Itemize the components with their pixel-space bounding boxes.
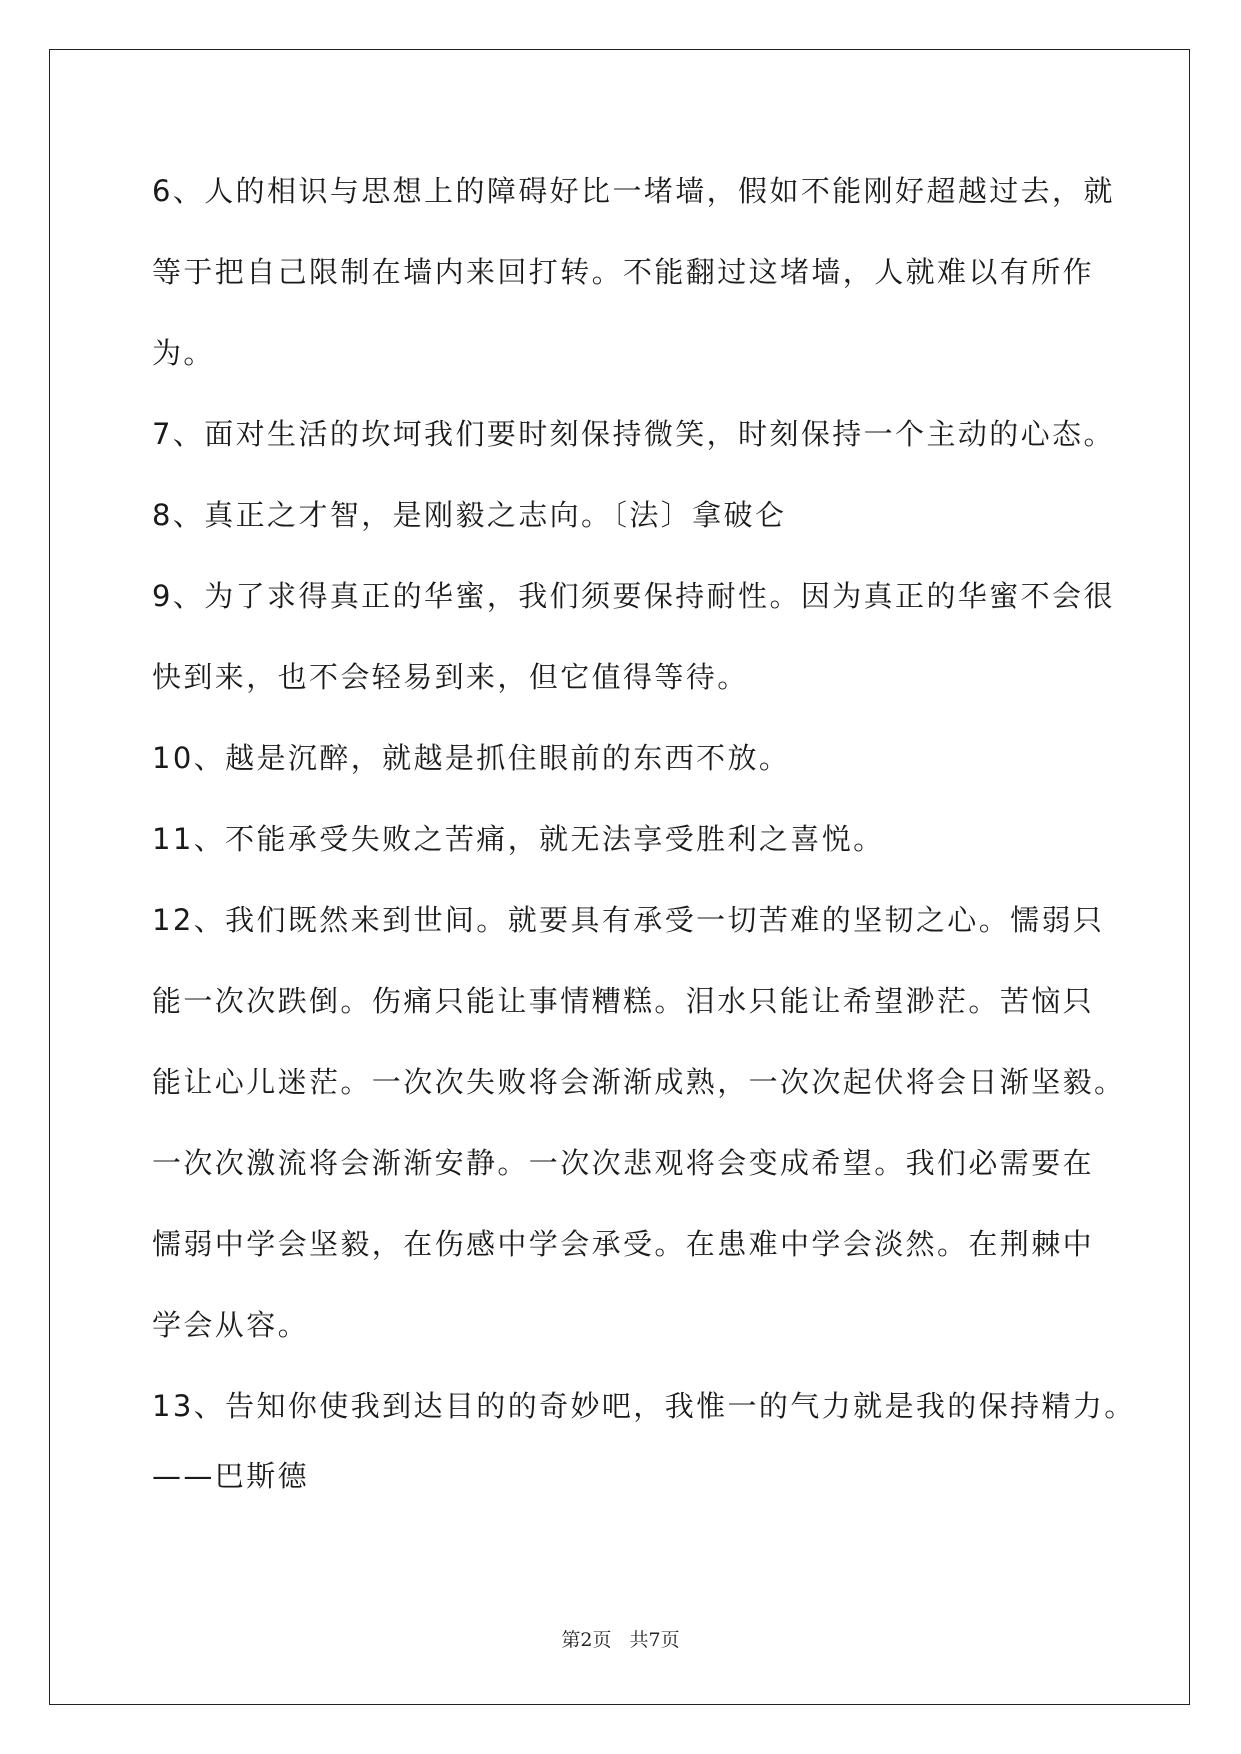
text-line: 学会从容。: [152, 1308, 310, 1342]
text-line: 一次次激流将会渐渐安静。一次次悲观将会变成希望。我们必需要在: [152, 1146, 1095, 1180]
page-footer: [0, 1625, 1241, 1652]
text-line: 能一次次跌倒。伤痛只能让事情糟糕。泪水只能让希望渺茫。苦恼只: [152, 984, 1095, 1018]
text-line: 11、不能承受失败之苦痛，就无法享受胜利之喜悦。: [152, 822, 885, 856]
text-line: 8、真正之才智，是刚毅之志向。〔法〕拿破仑: [152, 498, 787, 532]
text-line: 13、告知你使我到达目的的奇妙吧，我惟一的气力就是我的保持精力。: [152, 1389, 1136, 1423]
page-total: 共7页: [629, 1629, 680, 1651]
page-number: 第2页: [561, 1629, 612, 1651]
text-line: 6、人的相识与思想上的障碍好比一堵墙，假如不能刚好超越过去，就: [152, 174, 1115, 208]
text-line: 快到来，也不会轻易到来，但它值得等待。: [152, 660, 749, 694]
text-line: 10、越是沉醉，就越是抓住眼前的东西不放。: [152, 741, 791, 775]
text-line: 12、我们既然来到世间。就要具有承受一切苦难的坚韧之心。懦弱只: [152, 903, 1105, 937]
text-line: 为。: [152, 336, 215, 370]
text-line: ——巴斯德: [152, 1459, 310, 1493]
text-line: 能让心儿迷茫。一次次失败将会渐渐成熟，一次次起伏将会日渐坚毅。: [152, 1065, 1126, 1099]
text-line: 懦弱中学会坚毅，在伤感中学会承受。在患难中学会淡然。在荆棘中: [152, 1227, 1095, 1261]
text-line: 等于把自己限制在墙内来回打转。不能翻过这堵墙，人就难以有所作: [152, 255, 1095, 289]
text-line: 7、面对生活的坎坷我们要时刻保持微笑，时刻保持一个主动的心态。: [152, 417, 1115, 451]
document-body: [152, 165, 1136, 1531]
text-line: 9、为了求得真正的华蜜，我们须要保持耐性。因为真正的华蜜不会很: [152, 579, 1115, 613]
